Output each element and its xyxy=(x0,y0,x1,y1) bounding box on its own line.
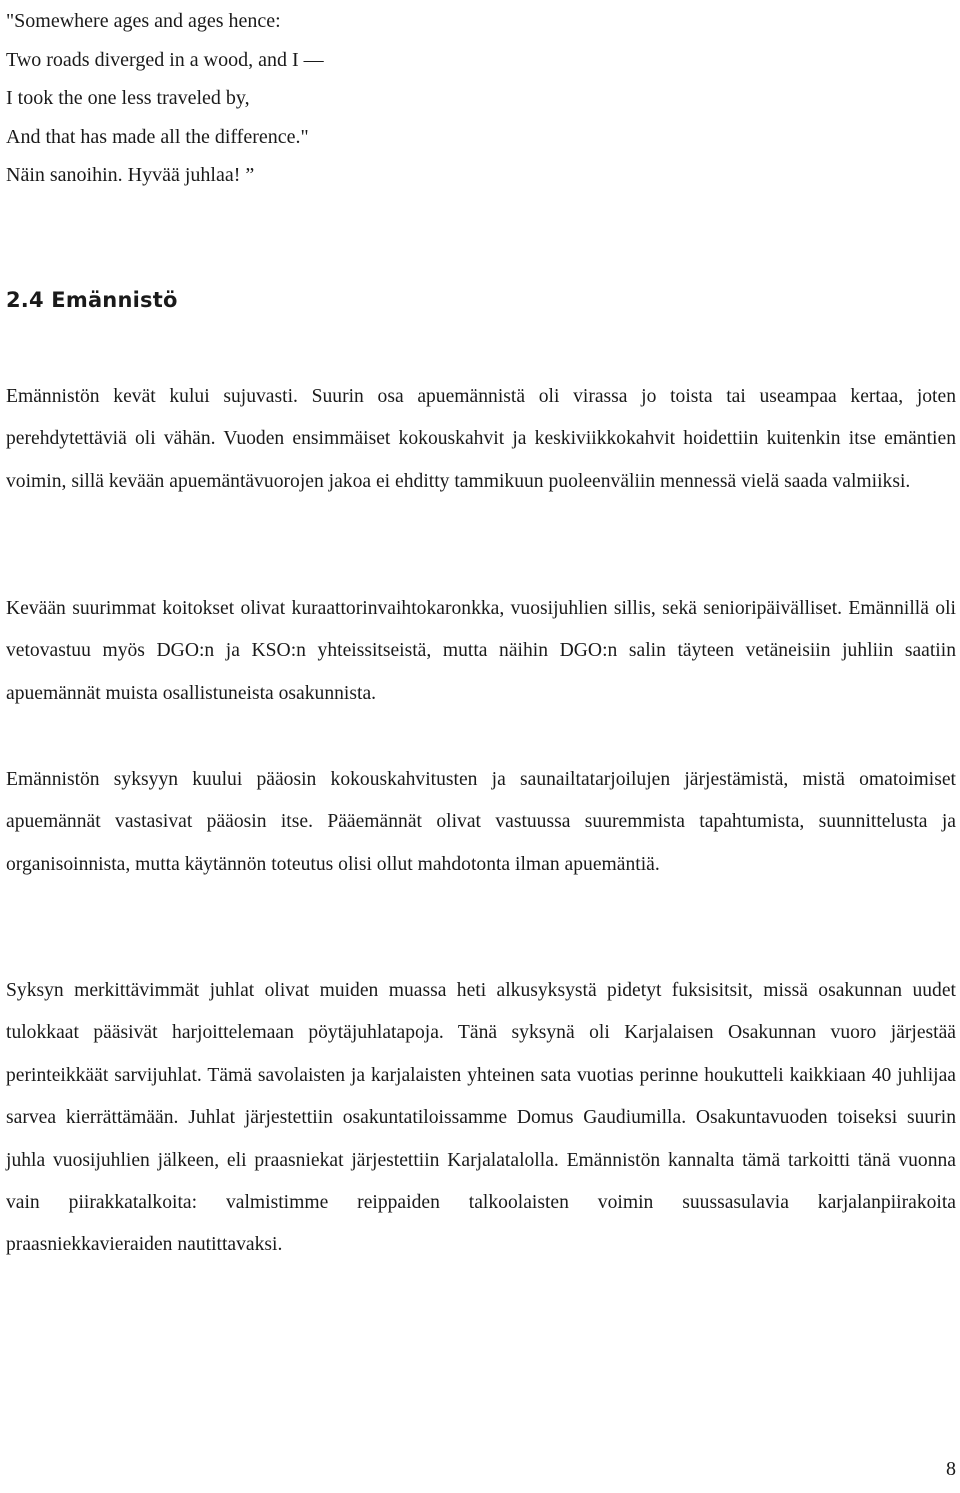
section-heading: 2.4 Emännistö xyxy=(6,288,178,312)
paragraph: Emännistön kevät kului sujuvasti. Suurin osa apuemännistä oli virassa jo toista tai useampaa kertaa, joten perehdytettäviä oli vähän. Vuoden ensimmäiset kokouskahvit ja keskiviikkokahvit hoidettiin kuitenkin itse emäntien voimin, sillä kevään apuemäntävuorojen jakoa ei ehditty tammikuun puoleenväliin mennessä vielä saada valmiiksi. xyxy=(6,386,956,492)
page-number: 8 xyxy=(946,1458,956,1480)
poem-quote xyxy=(6,2,906,195)
paragraph: Kevään suurimmat koitokset olivat kuraattorinvaihtokaronkka, vuosijuhlien sillis, sekä senioripäivälliset. Emännillä oli vetovastuu myös DGO:n ja KSO:n yhteissitseistä, mutta näihin DGO:n salin täyteen vetäneisiin juhliin saatiin apuemännät muista osallistuneista osakunnista. xyxy=(6,598,956,704)
poem-line: I took the one less traveled by, xyxy=(6,87,250,109)
poem-line: Two roads diverged in a wood, and I — xyxy=(6,48,324,71)
poem-closing-line: Näin sanoihin. Hyvää juhlaa! ” xyxy=(6,164,255,186)
paragraph: Emännistön syksyyn kuului pääosin kokouskahvitusten ja saunailtatarjoilujen järjestämistä, mistä omatoimiset apuemännät vastasivat pääosin itse. Pääemännät olivat vastuussa suuremmista tapahtumista, suunnittelusta ja organisoinnista, mutta käytännön toteutus olisi ollut mahdotonta ilman apuemäntiä. xyxy=(6,769,956,875)
poem-line: And that has made all the difference." xyxy=(6,125,309,148)
paragraph: Syksyn merkittävimmät juhlat olivat muiden muassa heti alkusyksystä pidetyt fuksisitsit, missä osakunnan uudet tulokkaat pääsivät harjoittelemaan pöytäjuhlatapoja. Tänä syksynä oli Karjalaisen Osakunnan vuoro järjestää perinteikkäät sarvijuhlat. Tämä savolaisten ja karjalaisten yhteinen sata vuotias perinne houkutteli kaikkiaan 40 juhlijaa sarvea kierrättämään. Juhlat järjestettiin osakuntatiloissamme Domus Gaudiumilla. Osakuntavuoden toiseksi suurin juhla vuosijuhlien jälkeen, eli praasniekat järjestettiin Karjalatalolla. Emännistön kannalta tämä tarkoitti tänä vuonna vain piirakkatalkoita: valmistimme reippaiden talkoolaisten voimin suussasulavia karjalanpiirakoita praasniekkavieraiden nautittavaksi. xyxy=(6,980,956,1256)
poem-line: "Somewhere ages and ages hence: xyxy=(6,10,281,32)
